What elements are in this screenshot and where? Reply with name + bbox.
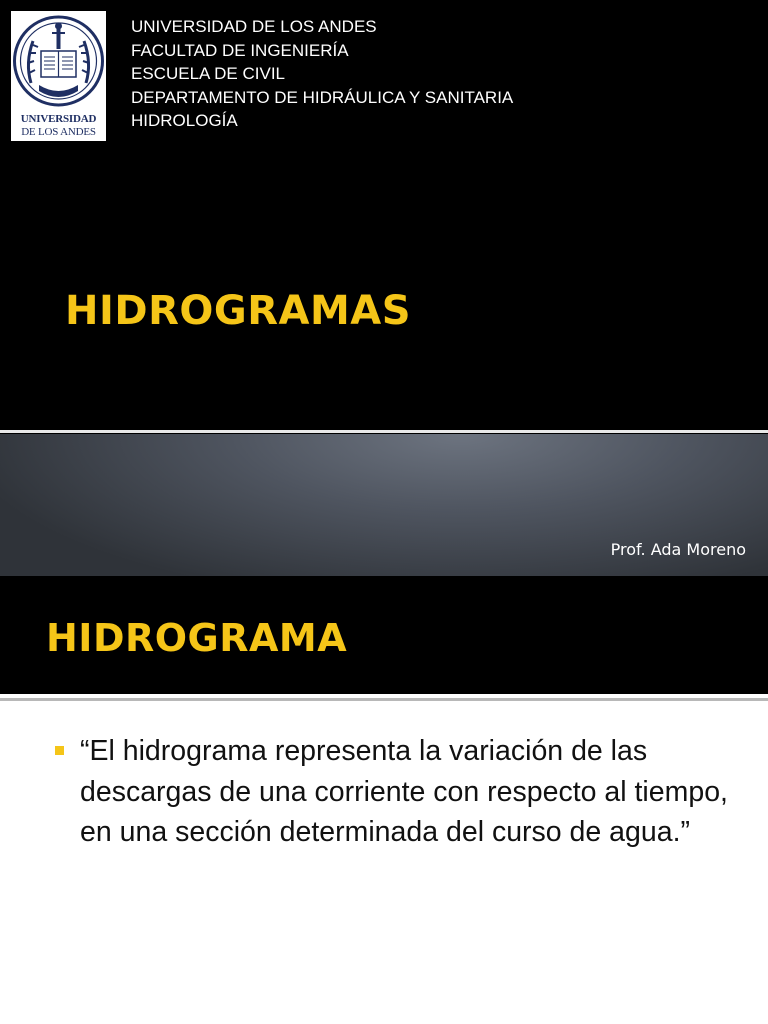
bullet-square-icon — [55, 746, 64, 755]
slide-title: HIDROGRAMA — [46, 616, 348, 660]
content-slide — [0, 576, 768, 1024]
university-seal-icon — [11, 11, 106, 113]
slide-title: HIDROGRAMAS — [65, 288, 412, 334]
logo-text-line2: DE LOS ANDES — [21, 126, 96, 138]
header-line-course: HIDROLOGÍA — [131, 111, 238, 130]
header-line-school: ESCUELA DE CIVIL — [131, 64, 286, 83]
university-logo — [11, 11, 106, 141]
logo-text-line1: UNIVERSIDAD — [20, 113, 97, 125]
divider — [0, 430, 768, 433]
header-line-university: UNIVERSIDAD DE LOS ANDES — [131, 17, 377, 36]
divider — [0, 698, 768, 701]
institution-header — [131, 15, 513, 133]
bullet-text: “El hidrograma representa la variación de las descargas de una corriente con respecto al tiempo, en una sección determinada del curso de agua.” — [80, 735, 728, 848]
author-name: Prof. Ada Moreno — [610, 540, 746, 559]
slide-header-bar — [0, 576, 768, 694]
header-line-department: DEPARTAMENTO DE HIDRÁULICA Y SANITARIA — [131, 87, 514, 107]
header-line-faculty: FACULTAD DE INGENIERÍA — [131, 40, 349, 60]
